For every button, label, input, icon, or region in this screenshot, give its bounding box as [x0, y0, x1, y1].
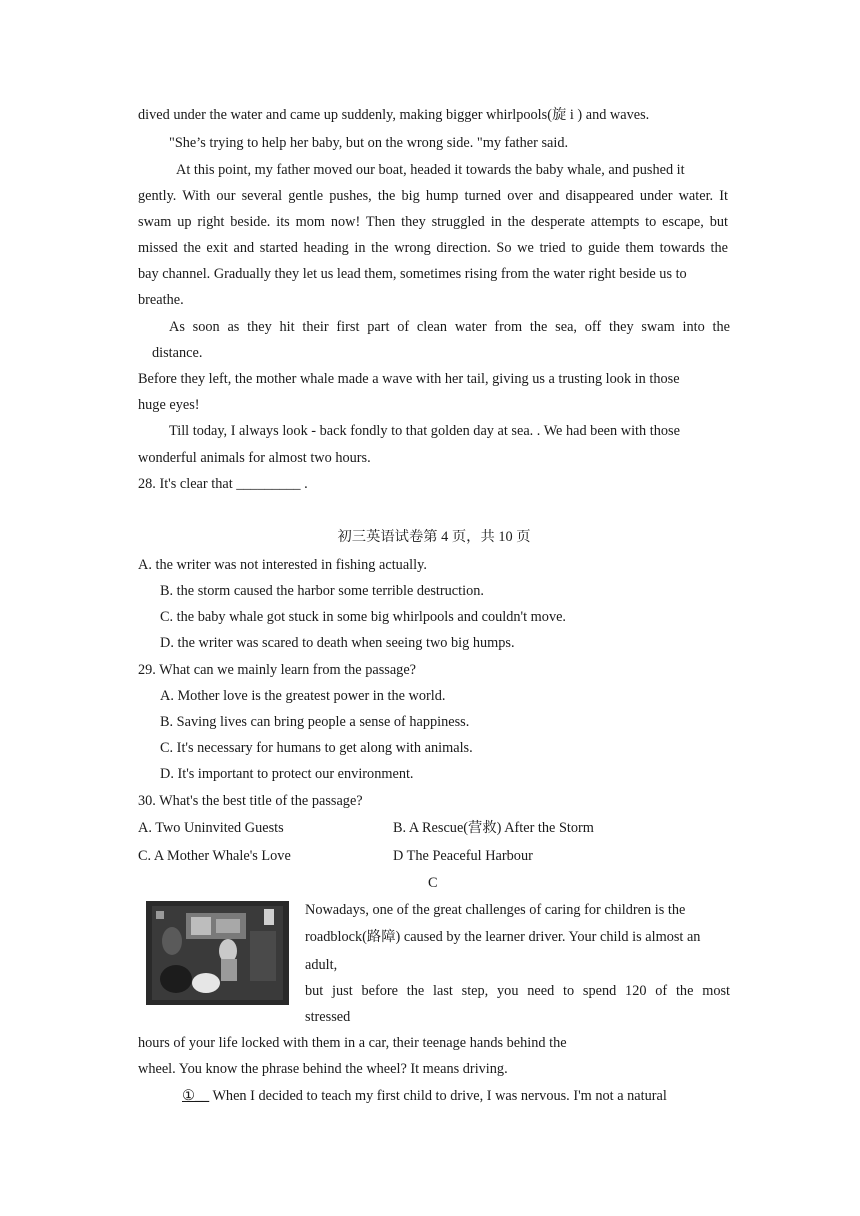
- passage-b-line: As soon as they hit their first part of clean water from the sea, off they swam into the: [169, 319, 730, 335]
- question-30-option-b: B. A Rescue(营救) After the Storm: [393, 820, 594, 836]
- passage-b-line: huge eyes!: [138, 397, 200, 413]
- question-29-option-c: C. It's necessary for humans to get along with animals.: [160, 740, 473, 756]
- passage-c-line: [182, 1087, 667, 1105]
- question-30-option-a: A. Two Uninvited Guests: [138, 820, 284, 836]
- passage-b-line: wonderful animals for almost two hours.: [138, 450, 371, 466]
- question-29-option-a: A. Mother love is the greatest power in the world.: [160, 688, 446, 704]
- question-30-option-c: C. A Mother Whale's Love: [138, 848, 291, 864]
- passage-b-line: breathe.: [138, 292, 184, 308]
- question-28-option-a: A. the writer was not interested in fishing actually.: [138, 557, 427, 573]
- question-29-option-b: B. Saving lives can bring people a sense of happiness.: [160, 714, 470, 730]
- question-28-stem: 28. It's clear that _________ .: [138, 476, 308, 492]
- passage-b-line: missed the exit and started heading in the wrong direction. So we tried to guide them towards the: [138, 240, 728, 256]
- passage-b-line: At this point, my father moved our boat, headed it towards the baby whale, and pushed it: [176, 162, 685, 178]
- passage-c-photo: [146, 901, 289, 1005]
- question-28-option-b: B. the storm caused the harbor some terrible destruction.: [160, 583, 484, 599]
- question-30-stem: 30. What's the best title of the passage?: [138, 793, 363, 809]
- passage-b-line: bay channel. Gradually they let us lead them, sometimes rising from the water right beside us to: [138, 266, 687, 282]
- passage-b-line: swam up right beside. its mom now! Then they struggled in the desperate attempts to escape, but: [138, 214, 728, 230]
- question-28-option-d: D. the writer was scared to death when seeing two big humps.: [160, 635, 515, 651]
- blank-marker-1: ①__: [182, 1088, 210, 1104]
- question-29-stem: 29. What can we mainly learn from the passage?: [138, 662, 417, 678]
- passage-c-line: Nowadays, one of the great challenges of caring for children is the: [305, 902, 686, 918]
- passage-c-line: hours of your life locked with them in a car, their teenage hands behind the: [138, 1035, 567, 1051]
- passage-b-line: distance.: [152, 345, 203, 361]
- passage-b-line: dived under the water and came up suddenly, making bigger whirlpools(旋 i ) and waves.: [138, 107, 650, 123]
- passage-b-line: Before they left, the mother whale made a wave with her tail, giving us a trusting look in those: [138, 371, 680, 387]
- question-28-option-c: C. the baby whale got stuck in some big whirlpools and couldn't move.: [160, 609, 567, 625]
- passage-c-line: roadblock(路障) caused by the learner driver. Your child is almost an: [305, 929, 701, 945]
- passage-c-line: wheel. You know the phrase behind the wheel? It means driving.: [138, 1061, 508, 1077]
- page-footer: 初三英语试卷第 4 页，共 10 页: [337, 529, 531, 545]
- passage-c-line: adult,: [305, 957, 338, 973]
- passage-b-line: gently. With our several gentle pushes, the big hump turned over and disappeared under water. It: [138, 188, 728, 204]
- question-29-option-d: D. It's important to protect our environment.: [160, 766, 414, 782]
- question-30-option-d: D The Peaceful Harbour: [393, 848, 533, 864]
- passage-c-heading: C: [428, 875, 438, 891]
- passage-c-line-text: When I decided to teach my first child to drive, I was nervous. I'm not a natural: [209, 1088, 667, 1104]
- passage-b-line: "She’s trying to help her baby, but on the wrong side. "my father said.: [169, 135, 569, 151]
- passage-c-line: stressed: [305, 1009, 351, 1025]
- passage-b-line: Till today, I always look - back fondly to that golden day at sea. . We had been with those: [169, 423, 680, 439]
- passage-c-line: but just before the last step, you need to spend 120 of the most: [305, 983, 730, 999]
